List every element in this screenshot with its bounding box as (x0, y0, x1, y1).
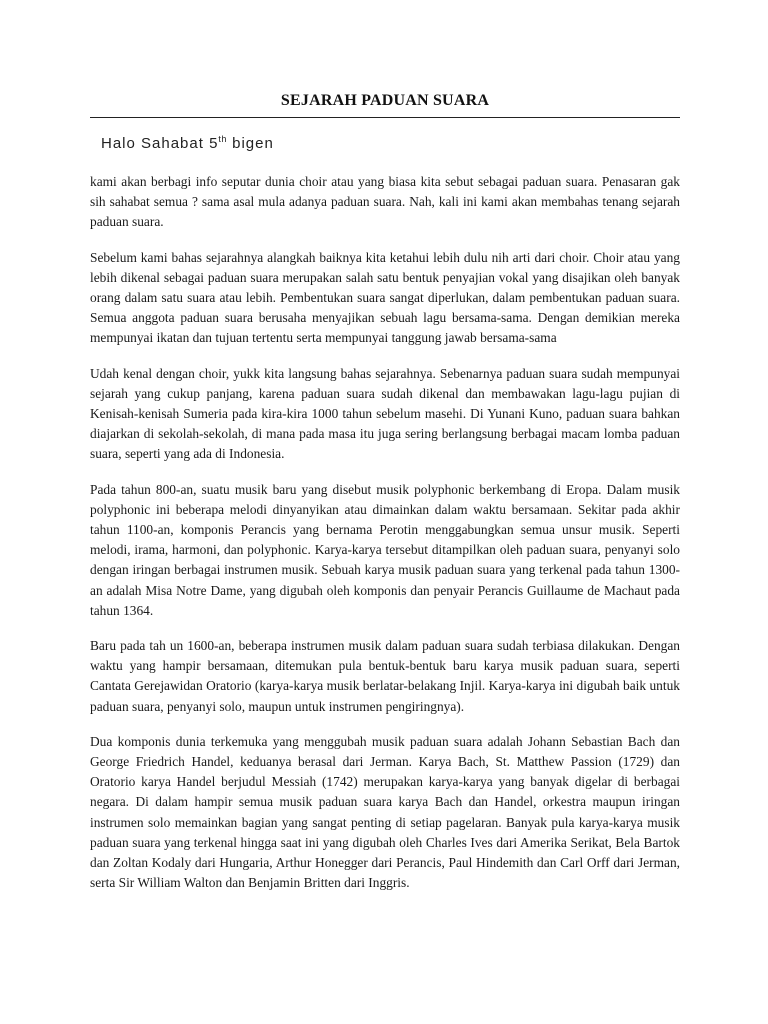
title-underline (90, 117, 680, 118)
paragraph: Udah kenal dengan choir, yukk kita langsung bahas sejarahnya. Sebenarnya paduan suara sudah mempunyai sejarah yang cukup panjang, karena paduan suara sudah dikenal dan membawakan lagu-lagu pujian di Kenisah-kenisah Sumeria pada kira-kira 1000 tahun sebelum masehi. Di Yunani Kuno, paduan suara bahkan diajarkan di sekolah-sekolah, di mana pada masa itu juga sering berlangsung berbagai macam lomba paduan suara, seperti yang ada di Indonesia. (90, 365, 680, 462)
greeting-line (101, 135, 274, 152)
greeting-superscript: th (218, 134, 227, 144)
paragraph: Dua komponis dunia terkemuka yang menggubah musik paduan suara adalah Johann Sebastian Bach dan George Friedrich Handel, keduanya berasal dari Jerman. Karya Bach, St. Matthew Passion (1729) dan Oratorio karya Handel berjudul Messiah (1742) merupakan karya-karya yang banyak digelar di berbagai negara. Di dalam hampir semua musik paduan suara karya Bach dan Handel, orkestra maupun iringan instrumen solo memainkan bagian yang sangat penting di setiap pagelaran. Banyak pula karya-karya musik paduan suara yang terkenal hingga saat ini yang digubah oleh Charles Ives dari Amerika Serikat, Bela Bartok dan Zoltan Kodaly dari Hungaria, Arthur Honegger dari Perancis, Paul Hindemith dan Carl Orff dari Jerman, serta Sir William Walton dan Benjamin Britten dari Inggris. (90, 733, 680, 891)
paragraph: Pada tahun 800-an, suatu musik baru yang disebut musik polyphonic berkembang di Eropa. Dalam musik polyphonic ini beberapa melodi dinyanyikan atau dimainkan dalam waktu bersamaan. Sekitar pada akhir tahun 1100-an, komponis Perancis yang bernama Perotin menggabungkan semua unsur musik. Seperti melodi, irama, harmoni, dan polyphonic. Karya-karya tersebut ditampilkan oleh paduan suara, penyanyi solo dengan iringan berbagai instrumen musik. Sebuah karya musik paduan suara yang terkenal pada tahun 1300-an adalah Misa Notre Dame, yang digubah oleh komponis dan penyair Perancis Guillaume de Machaut pada tahun 1364. (90, 481, 680, 618)
document-body (90, 172, 680, 909)
greeting-prefix: Halo Sahabat 5 (101, 135, 219, 152)
paragraph: Sebelum kami bahas sejarahnya alangkah baiknya kita ketahui lebih dulu nih arti dari choir. Choir atau yang lebih dikenal sebagai paduan suara merupakan salah satu bentuk penyajian vokal yang disajikan oleh banyak orang dalam satu suara atau lebih. Pembentukan suara sangat diperlukan, dalam pembentukan paduan suara. Semua anggota paduan suara berusaha menyajikan sebuah lagu bersama-sama. Dengan demikian mereka mempunyai ikatan dan tujuan tertentu serta mempunyai tanggung jawab bersama-sama (90, 249, 680, 346)
document-title: SEJARAH PADUAN SUARA (280, 92, 490, 109)
paragraph: Baru pada tah un 1600-an, beberapa instrumen musik dalam paduan suara sudah terbiasa dilakukan. Dengan waktu yang hampir bersamaan, ditemukan pula bentuk-bentuk baru karya musik paduan suara, seperti Cantata Gerejawidan Oratorio (karya-karya musik berlatar-belakang Injil. Karya-karya ini digubah baik untuk paduan suara, penyanyi solo, maupun untuk instrumen pengiringnya). (90, 638, 680, 714)
greeting-suffix: bigen (226, 135, 274, 152)
paragraph: kami akan berbagi info seputar dunia choir atau yang biasa kita sebut sebagai paduan suara. Penasaran gak sih sahabat semua ? sama asal mula adanya paduan suara. Nah, kali ini kami akan membahas tenang sejarah paduan suara. (90, 174, 680, 230)
